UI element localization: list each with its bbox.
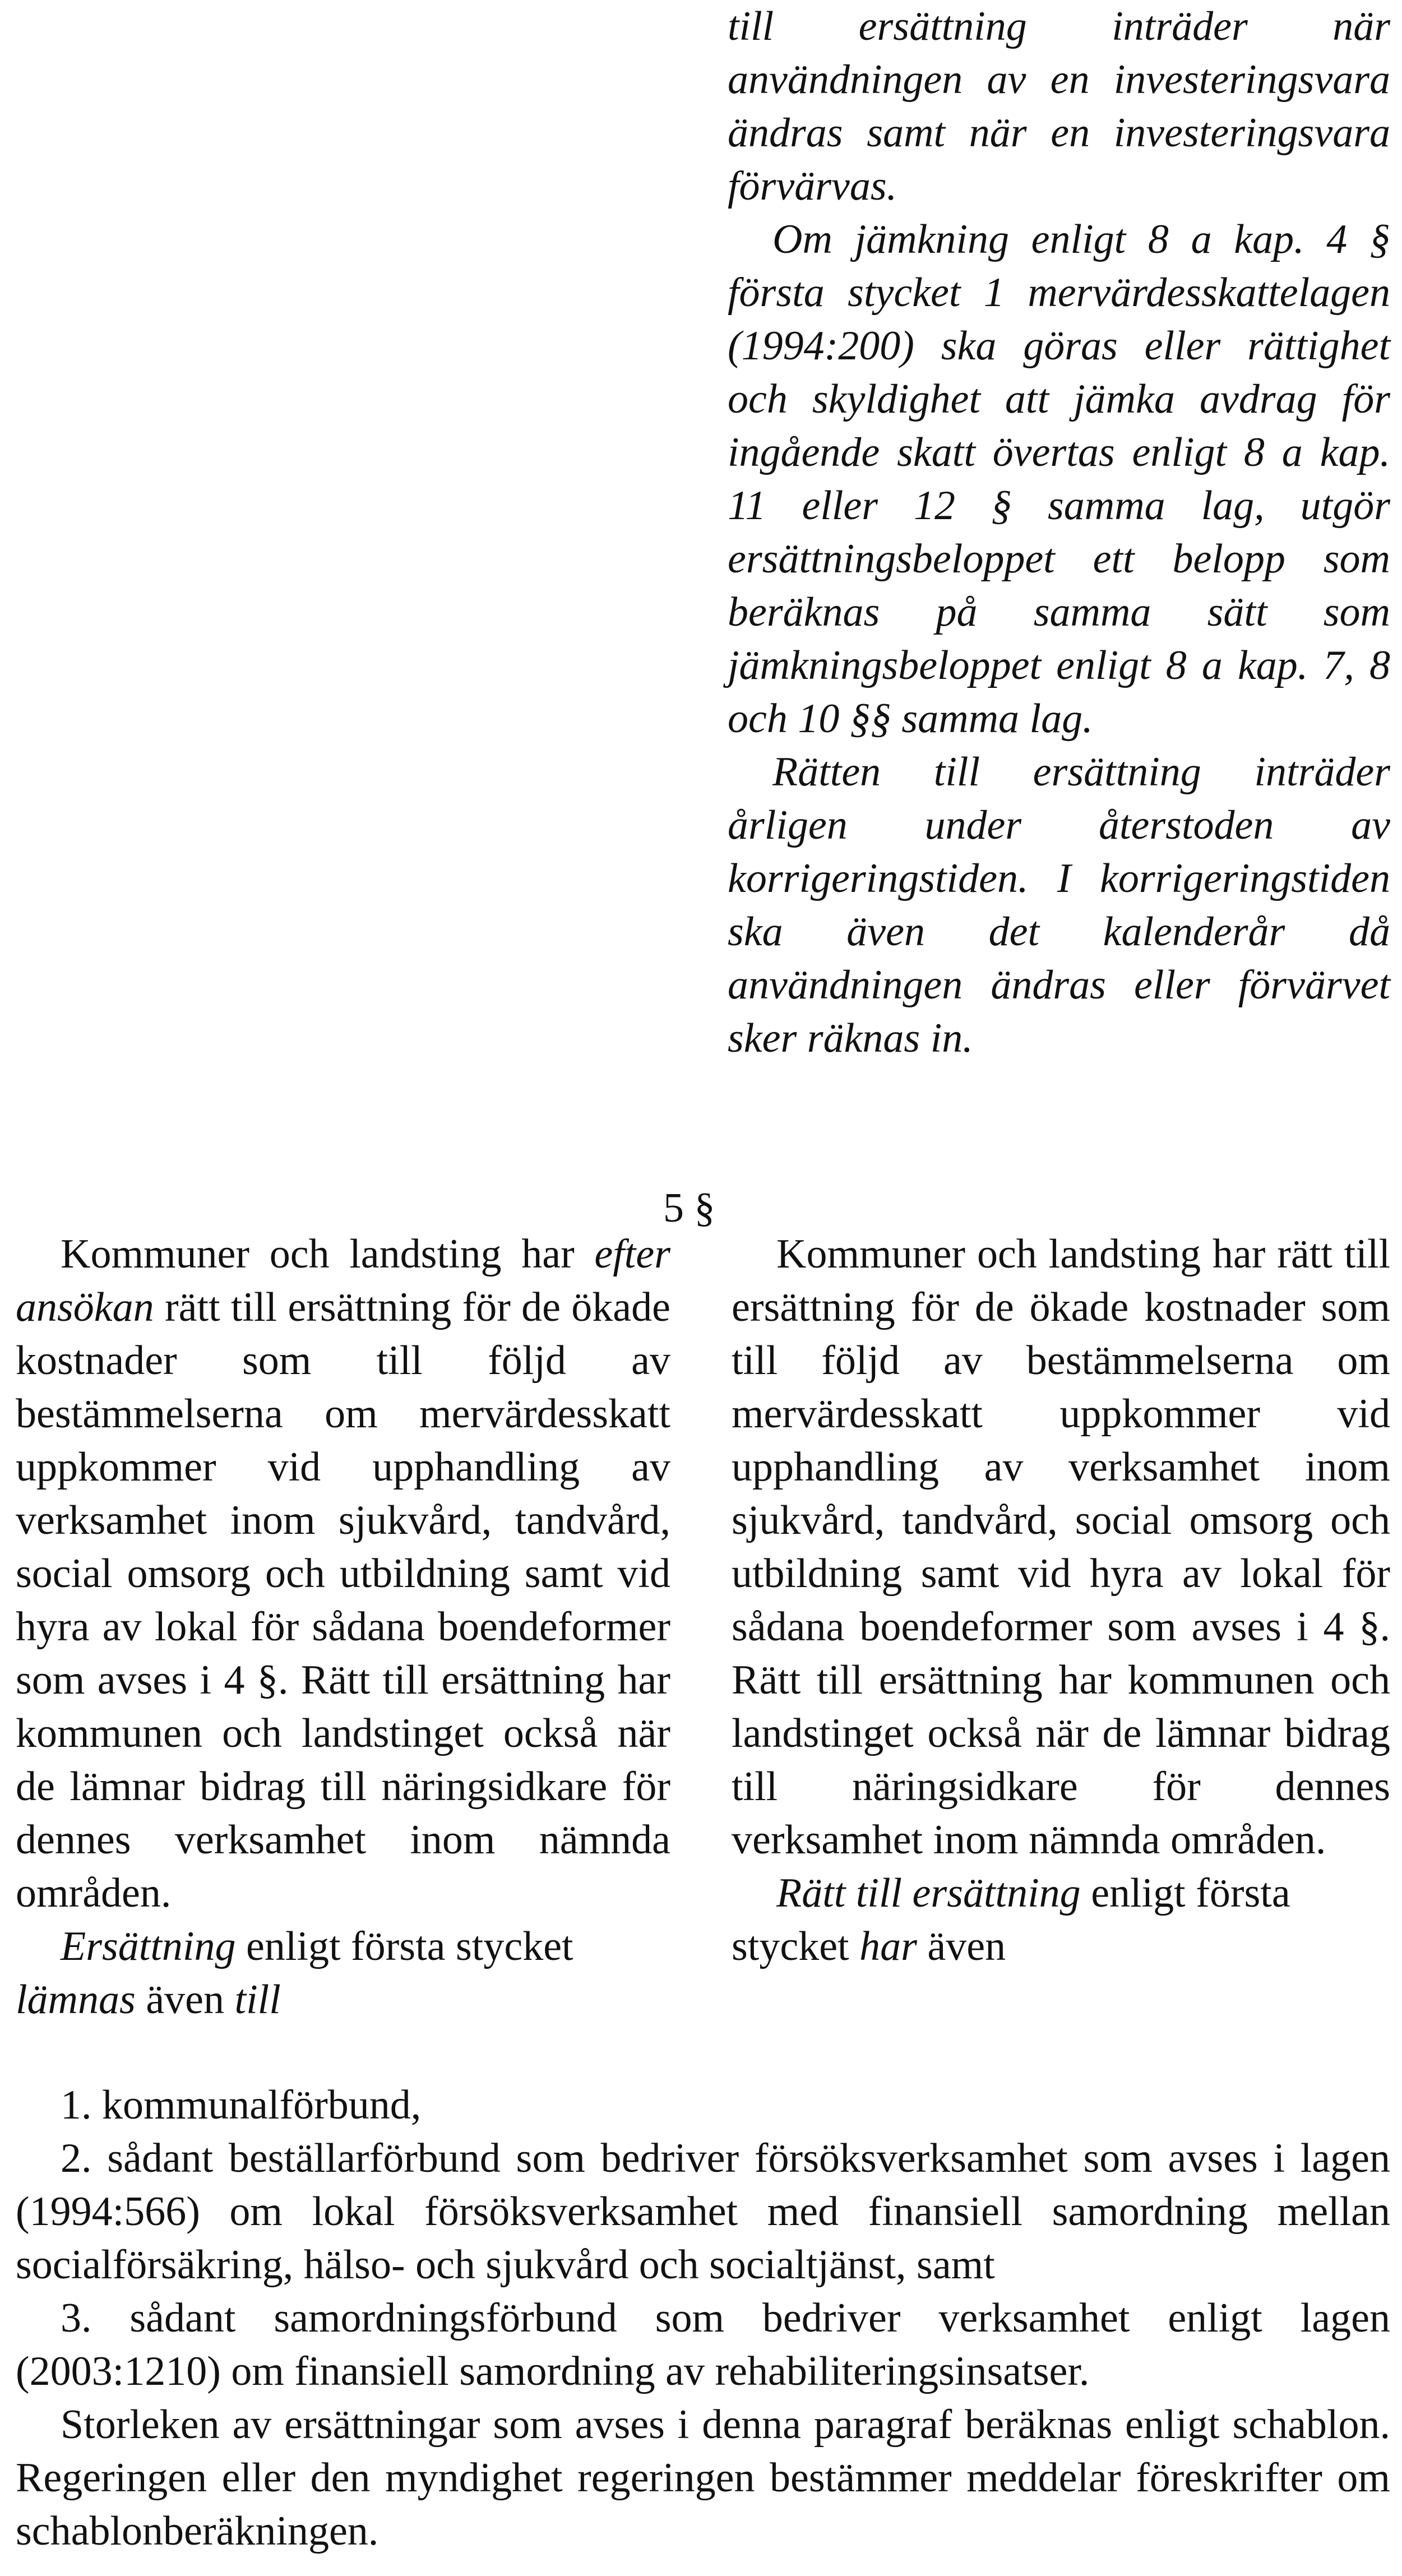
section-heading: 5 § xyxy=(663,1185,715,1231)
list-item-1: 1. kommunalförbund, xyxy=(61,2082,422,2128)
paragraph-ratten-till-ersattning: Rätten till ersättning inträder årligen under återstoden av korrigeringstiden. I korrigeringstiden ska även det kalenderår då användningen ändras eller förvärvet sker räknas in. xyxy=(728,749,1390,1061)
paragraph-jamkning: Om jämkning enligt 8 a kap. 4 § första stycket 1 mervärdesskattelagen (1994:200) ska göras eller rättighet och skyldighet att jämka avdrag för ingående skatt övertas enligt 8 a kap. 11 eller 12 § samma lag, utgör ersättningsbeloppet ett belopp som beräknas på samma sätt som jämkningsbeloppet enligt 8 a kap. 7, 8 och 10 §§ samma lag. xyxy=(728,216,1390,742)
left-p2-emphasis-e: till xyxy=(234,1977,281,2023)
paragraph-continued: till ersättning inträder när användningen av en investeringsvara ändras samt när en investeringsvara förvärvas. xyxy=(728,3,1390,209)
left-p2-emphasis-c: lämnas xyxy=(16,1977,136,2023)
list-item-2: 2. sådant beställarförbund som bedriver försöksverksamhet som avses i lagen (1994:566) om lokal försöksverksamhet med finansiell samordning mellan socialförsäkring, hälso- och sjukvård och socialtjänst, samt xyxy=(16,2135,1390,2288)
left-p1-text-c: rätt till ersättning för de ökade kostnader som till följd av bestämmelserna om mervärdesskatt uppkommer vid upphandling av verksamhet inom sjukvård, tandvård, social omsorg och utbildning samt vid hyra av lokal för sådana boendeformer som avses i 4 §. Rätt till ersättning har kommunen och landstinget också när de lämnar bidrag till näringsidkare för dennes verksamhet inom nämnda områden. xyxy=(16,1284,670,1916)
right-p2-text-d: även xyxy=(917,1923,1006,1969)
left-paragraph-2 xyxy=(16,1920,670,2027)
left-column-current-wording xyxy=(16,1228,670,2027)
left-paragraph-1 xyxy=(16,1228,670,1920)
right-paragraph-2 xyxy=(732,1867,1390,1973)
right-paragraph-1: Kommuner och landsting har rätt till ersättning för de ökade kostnader som till följd av bestämmelserna om mervärdesskatt uppkommer vid upphandling av verksamhet inom sjukvård, tandvård, social omsorg och utbildning samt vid hyra av lokal för sådana boendeformer som avses i 4 §. Rätt till ersättning har kommunen och landstinget också när de lämnar bidrag till näringsidkare för dennes verksamhet inom nämnda områden. xyxy=(732,1231,1390,1863)
right-column-proposed-wording xyxy=(732,1228,1390,1973)
right-p2-emphasis-a: Rätt till ersättning xyxy=(776,1870,1081,1916)
left-p2-text-b: enligt första stycket xyxy=(235,1923,573,1969)
left-p2-text-d: även xyxy=(135,1977,235,2023)
closing-paragraph: Storleken av ersättningar som avses i denna paragraf beräknas enligt schablon. Regeringen eller den myndighet regeringen bestämmer meddelar föreskrifter om schablonberäkningen. xyxy=(16,2402,1390,2554)
left-p1-emphasis: efter ansökan xyxy=(16,1231,670,1330)
list-item-3: 3. sådant samordningsförbund som bedriver verksamhet enligt lagen (2003:1210) om finansiell samordning av rehabiliteringsinsatser. xyxy=(16,2295,1390,2394)
left-p2-emphasis-a: Ersättning xyxy=(61,1923,236,1969)
right-p2-emphasis-c: har xyxy=(859,1923,917,1969)
right-p2-text-b: enligt första stycket xyxy=(732,1870,1290,1969)
full-width-common-text xyxy=(16,2079,1390,2558)
right-column-continuation xyxy=(728,0,1390,1065)
left-p1-text-a: Kommuner och landsting har xyxy=(61,1231,595,1277)
